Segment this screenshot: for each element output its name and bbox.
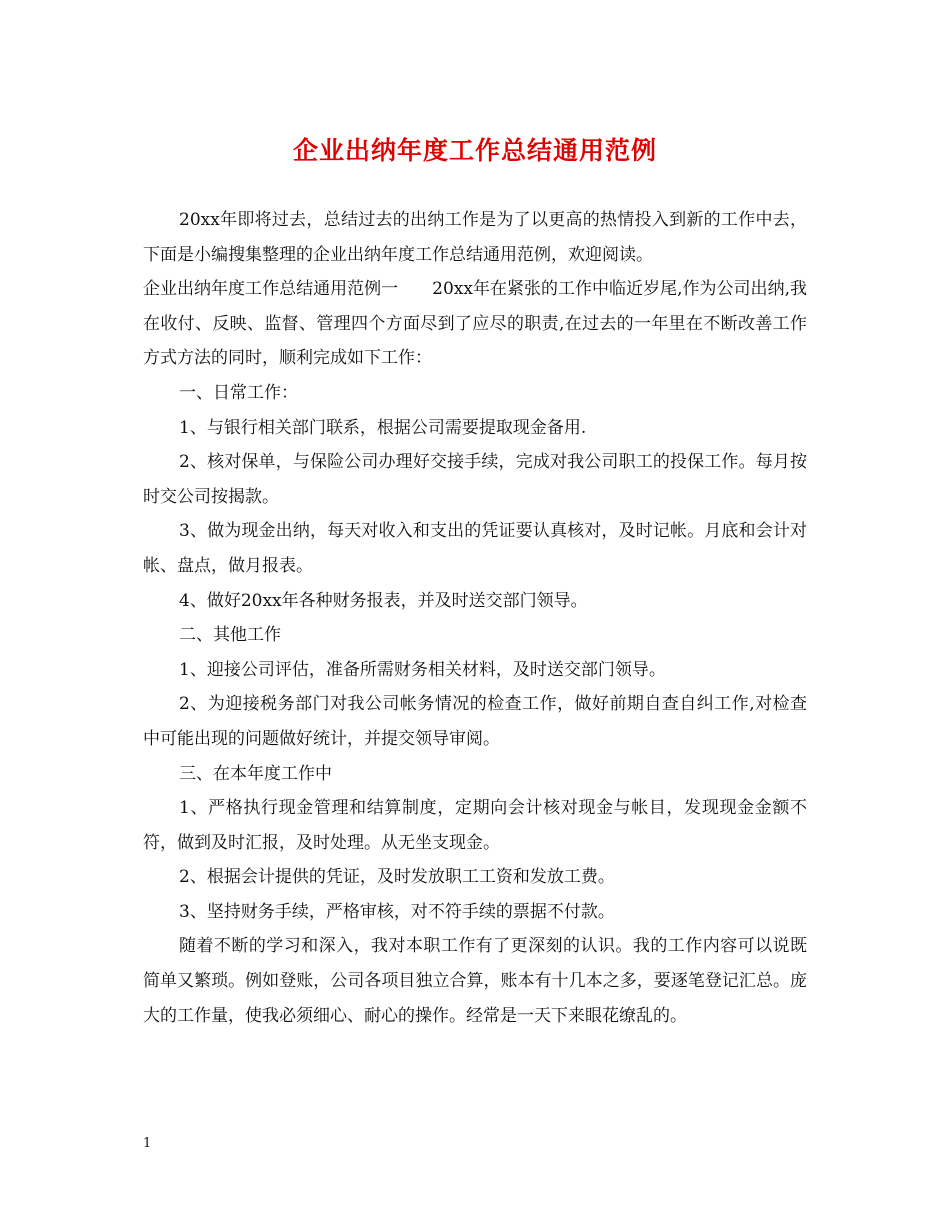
list-item: 3、坚持财务手续，严格审核，对不符手续的票据不付款。 xyxy=(179,901,615,922)
paragraph: 20xx年即将过去，总结过去的出纳工作是为了以更高的热情投入到新的工作中去，下面是小编搜集整理的企业出纳年度工作总结通用范例，欢迎阅读。 xyxy=(143,210,807,265)
list-item: 4、做好20xx年各种财务报表，并及时送交部门领导。 xyxy=(179,590,588,611)
document-title: 企业出纳年度工作总结通用范例 xyxy=(292,136,657,165)
section-heading: 二、其他工作 xyxy=(179,625,281,646)
paragraph: 企业出纳年度工作总结通用范例一 20xx年在紧张的工作中临近岁尾,作为公司出纳,我在收付、反映、监督、管理四个方面尽到了应尽的职责,在过去的一年里在不断改善工作方式方法的同时，顺利完成如下工作： xyxy=(143,279,807,369)
list-item: 1、与银行相关部门联系，根据公司需要提取现金备用. xyxy=(179,417,587,438)
list-item: 3、做为现金出纳，每天对收入和支出的凭证要认真核对，及时记帐。月底和会计对帐、盘点，做月报表。 xyxy=(143,521,807,576)
list-item: 1、迎接公司评估，准备所需财务相关材料，及时送交部门领导。 xyxy=(179,659,666,680)
document-body xyxy=(143,203,807,1033)
list-item: 1、严格执行现金管理和结算制度，定期向会计核对现金与帐目，发现现金金额不符，做到及时汇报，及时处理。从无坐支现金。 xyxy=(143,798,807,853)
list-item: 2、为迎接税务部门对我公司帐务情况的检查工作，做好前期自查自纠工作,对检查中可能出现的问题做好统计，并提交领导审阅。 xyxy=(143,694,807,749)
paragraph: 随着不断的学习和深入，我对本职工作有了更深刻的认识。我的工作内容可以说既简单又繁琐。例如登账，公司各项目独立合算，账本有十几本之多，要逐笔登记汇总。庞大的工作量，使我必须细心、耐心的操作。经常是一天下来眼花缭乱的。 xyxy=(143,936,807,1026)
list-item: 2、根据会计提供的凭证，及时发放职工工资和发放工费。 xyxy=(179,867,615,888)
section-heading: 一、日常工作： xyxy=(179,382,298,403)
page-number: 1 xyxy=(143,1136,152,1151)
list-item: 2、核对保单，与保险公司办理好交接手续，完成对我公司职工的投保工作。每月按时交公司按揭款。 xyxy=(143,452,807,507)
section-heading: 三、在本年度工作中 xyxy=(179,763,332,784)
